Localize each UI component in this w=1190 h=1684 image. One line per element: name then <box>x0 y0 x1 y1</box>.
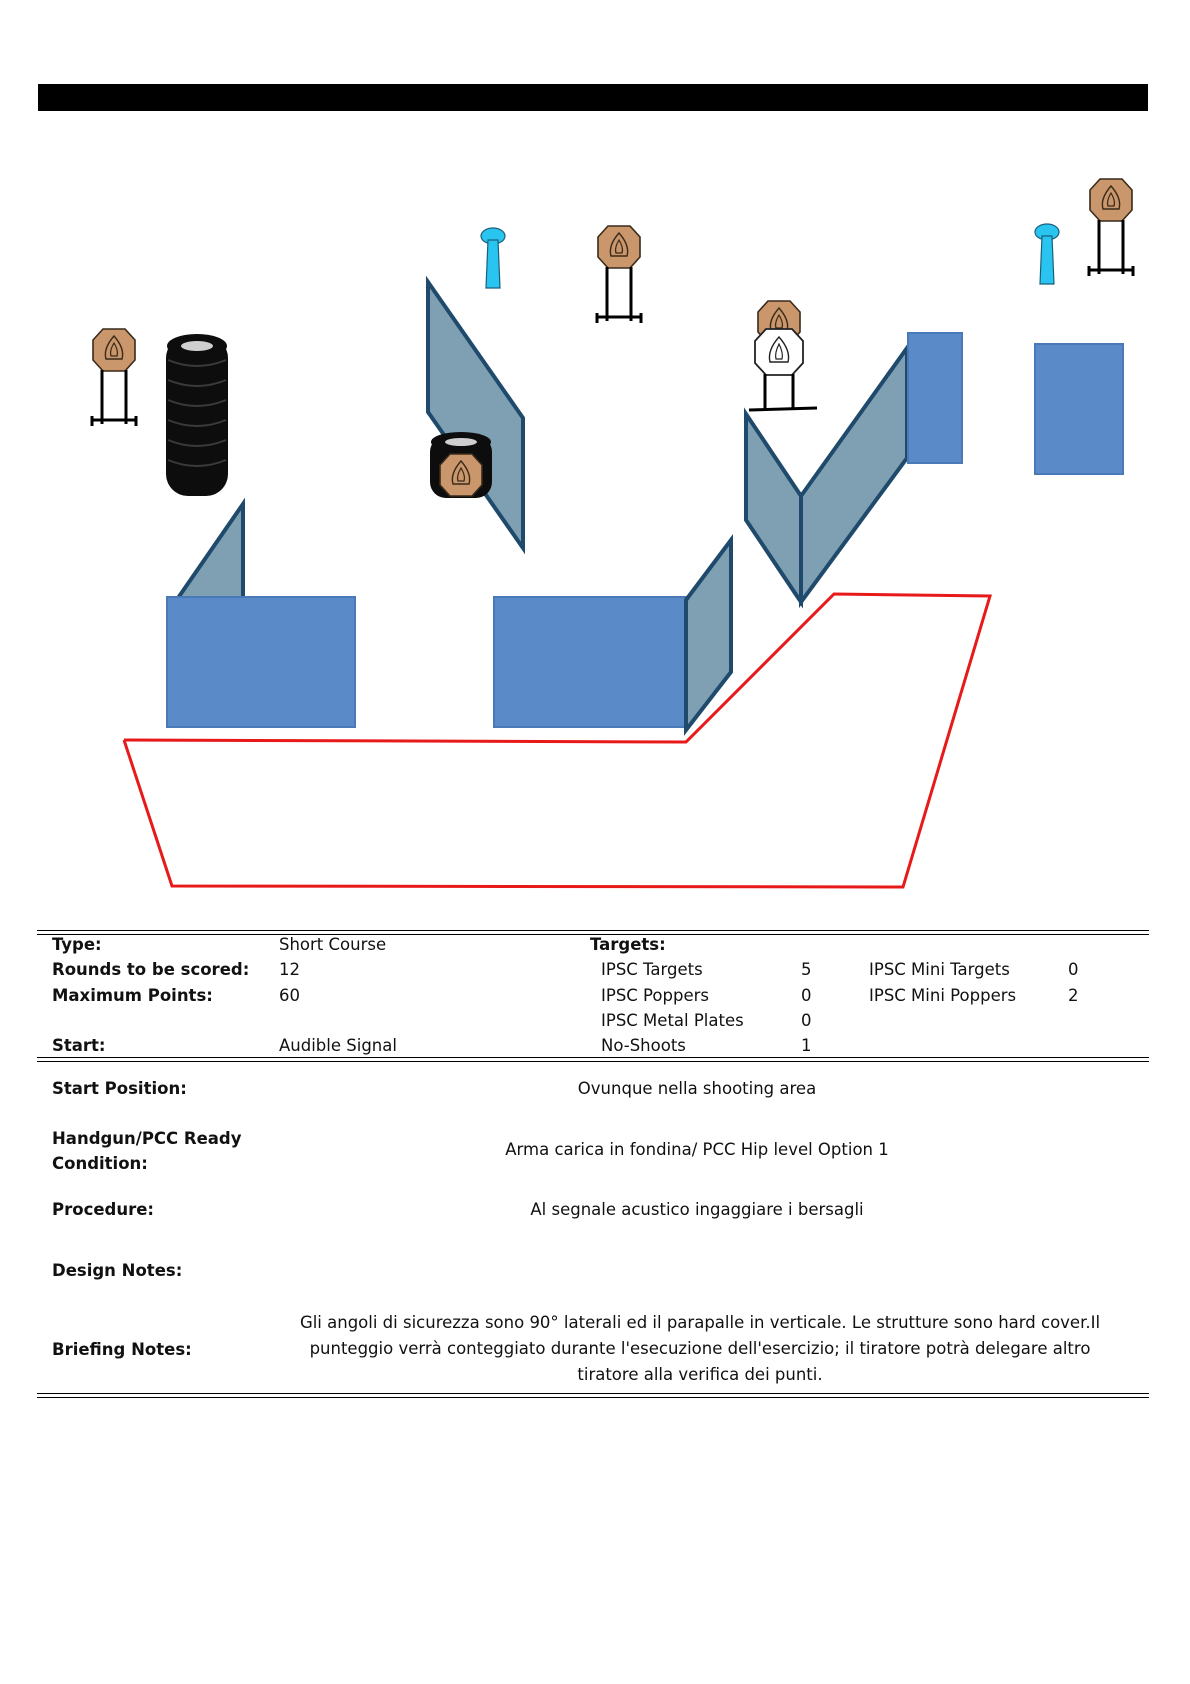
tire-stack <box>166 334 228 496</box>
wall <box>1035 344 1123 474</box>
ipsc-poppers-label: IPSC Poppers <box>601 986 709 1005</box>
ipsc-mini-poppers-value: 2 <box>1068 986 1079 1005</box>
start-position-label: Start Position: <box>52 1079 187 1098</box>
ipsc-target <box>597 226 641 323</box>
start-value: Audible Signal <box>279 1036 397 1055</box>
panel <box>801 348 907 602</box>
wall <box>494 597 686 727</box>
ipsc-mini-targets-value: 0 <box>1068 960 1079 979</box>
wall <box>167 597 355 727</box>
type-value: Short Course <box>279 935 387 954</box>
ipsc-target <box>440 454 482 496</box>
ipsc-target <box>1089 179 1133 276</box>
design-notes-label: Design Notes: <box>52 1261 183 1280</box>
start-label: Start: <box>52 1036 106 1055</box>
ipsc-mini-poppers-label: IPSC Mini Poppers <box>869 986 1017 1005</box>
procedure-value: Al segnale acustico ingaggiare i bersagli <box>530 1200 864 1219</box>
ipsc-mini-targets-label: IPSC Mini Targets <box>869 960 1010 979</box>
briefing-notes-value: Gli angoli di sicurezza sono 90° laterali ed il parapalle in verticale. Le strutture sono hard cover.Il punteggio verrà conteggiato durante l'esecuzione dell'esercizio; il tiratore potrà delegare altro tiratore alla verifica dei punti. <box>299 1313 1101 1384</box>
rounds-value: 12 <box>279 960 300 979</box>
ipsc-metal-plates-value: 0 <box>801 1011 812 1030</box>
panel <box>428 282 523 548</box>
no-shoot-target <box>749 329 817 410</box>
ipsc-metal-plates-label: IPSC Metal Plates <box>601 1011 744 1030</box>
briefing-notes-label: Briefing Notes: <box>52 1340 192 1359</box>
ipsc-poppers-value: 0 <box>801 986 812 1005</box>
panel <box>746 414 801 602</box>
no-shoots-label: No-Shoots <box>601 1036 686 1055</box>
max-points-value: 60 <box>279 986 300 1005</box>
start-position-value: Ovunque nella shooting area <box>577 1079 817 1098</box>
ready-condition-label-line2: Condition: <box>52 1154 148 1173</box>
no-shoots-value: 1 <box>801 1036 812 1055</box>
wall <box>908 333 962 463</box>
procedure-label: Procedure: <box>52 1200 155 1219</box>
ipsc-targets-label: IPSC Targets <box>601 960 703 979</box>
mini-popper <box>481 228 505 288</box>
mini-popper <box>1035 224 1059 284</box>
panel <box>686 540 731 730</box>
rounds-label: Rounds to be scored: <box>52 960 250 979</box>
ipsc-targets-value: 5 <box>801 960 812 979</box>
targets-header: Targets: <box>590 935 666 954</box>
panel <box>178 504 243 598</box>
type-label: Type: <box>52 935 102 954</box>
ready-condition-value: Arma carica in fondina/ PCC Hip level Option 1 <box>505 1140 889 1159</box>
max-points-label: Maximum Points: <box>52 986 213 1005</box>
ipsc-target <box>92 329 136 426</box>
ready-condition-label-line1: Handgun/PCC Ready <box>52 1129 242 1148</box>
